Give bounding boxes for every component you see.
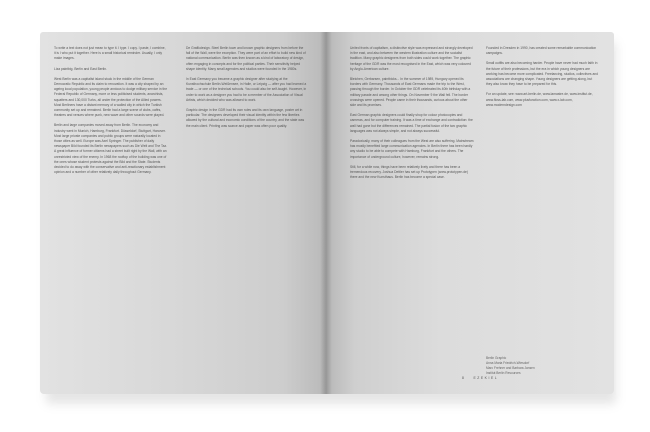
paragraph: Founded in Dresden in 1990, has created some remarkable communication campaigns. xyxy=(486,46,597,56)
paragraph: In East Germany you became a graphic designer after studying at the Kunsthochschule Berlin-Weißensee, in Halle, or Leipzig — after you had learned a trade — or one of the technical schools. You could also be self-taught. However, in order to work as a designer you had to be a member of the Association of Visual Artists, which decided who was allowed to work. xyxy=(186,77,307,102)
right-page-column-2 xyxy=(486,46,598,113)
paragraph: Still, for a while now, things have been relatively lively and there has been a tremendous recovery. Joshua Dettler has set up Prototypen (www.prototypen.de) there and the new Kunsthaus. Berlin has become a special case. xyxy=(350,164,468,180)
paragraph: Liza paintbig. Berlin and East Berlin. xyxy=(54,66,107,71)
paragraph: For an update, see: www.art-berlin.de, www.lamastre.de, www.institut.de, www.floss-lab.com, www.plusfunction.com, www.x-lab.com, www.moderndesign.com xyxy=(486,92,593,107)
credit-line: Anna Maria Friedrich-Wiesdorf xyxy=(486,361,530,365)
paragraph: Paradoxically, many of their colleagues from the West are also suffering. Mainstream has mostly benefited large communication agencies. In Berlin there has been hardly any studio to be able to compete with Hamburg, Frankfurt and the others. The importance of underground culture, however, remains strong. xyxy=(350,139,474,159)
paragraph: West Berlin was a capitalist island stuck in the middle of the German Democratic Republic and its claim to renovation. It was a city shaped by an ageing local population, young people anxious to dodge military service in the Federal Republic of Germany, more or less politicised students, anarchists, squatters and 130,000 Turks, all under the protection of the Allied powers. Most Berliners have a distant memory of a walled city in which the Turkish community set up and remained. Berlin had a large scene of clubs, cafés, theatres and venues where punk, new wave and other sounds were played. xyxy=(54,76,168,118)
left-page-column-1 xyxy=(54,46,168,180)
paragraph: De Grafikdesign. Steel Berlin town and known graphic designers from before the fall of the Wall, were the exception. They were part of an effort to build new kind of national communication. Berlin was then known as a kind of laboratory of design, often engaging in concepts and for the political parties. Their sensitivity helped shape identity. Many small agencies and studios were founded in the 1980s. xyxy=(186,46,306,71)
right-page-column-1 xyxy=(350,46,474,185)
right-page xyxy=(326,32,614,394)
paragraph: East German graphic designers could finally shop for colour photocopies and cameras, and for computer training. It was a time of exchange and contradiction: the wall had gone but the differences remained. The partial fusion of the two graphic languages was not always simple, and not always successful. xyxy=(350,113,473,133)
paragraph: Small outfits are also becoming harder. People have never had much faith in the future of their professions, but the era in which young designers are working has become more complicated. Freelancing, studios, collectives and associations are changing shape. Young designers are getting along, but they also know they have to be prepared for this. xyxy=(486,61,598,87)
paragraph: Berlin and large companies moved away from Berlin. The economy and industry went in Munich, Hamburg, Frankfurt. Düsseldorf, Stuttgart, Hanover. Most large private companies and public groups were naturally located in those cities as well. Europe was Axel Springer. The publisher of daily newspaper Bild founded its Berlin newspapers such as Die Welt and The Taz. A great influence of former citizens had a street built right by the Wall, with an unrestricted view of the enemy. In 1968 the rooftop of the building was one of the ones whose student protests against the Bild and the State. Students decided to do away with the conservative and anti-reactionary establishment opinion and a number of other relatively daily throughout Germany. xyxy=(54,123,168,175)
paragraph: To write a text does not just mean to type it. I type. I copy. I paste, I combine, it is I who put it together. Here is a small historical reminder. Usually, I only make images. xyxy=(54,46,166,61)
running-footer: E Z E K I E L xyxy=(473,376,497,380)
book-spread xyxy=(40,32,614,402)
paragraph: Bleichen, Gerbarsen, paintbicks... In the summer of 1989, Hungary opened its borders with Germany. Thousands of East Germans made the trip to the West, passing through the border. In October the GDR celebrated its 40th birthday with a military parade and among other things. On November 9 the Wall fell. The border crossings were opened. People came in their thousands, curious about the other side and its promises. xyxy=(350,77,471,108)
credit-line: Institut Berlin Resources xyxy=(486,371,521,375)
left-page xyxy=(40,32,326,394)
credit-line: Berlin Graphic xyxy=(486,356,507,360)
book-gutter xyxy=(320,32,332,394)
page-number: 8 xyxy=(462,376,465,380)
paragraph: United fronts of capitalism, a distinctive style was expressed and strongly developed in the east, and also between the western illustration culture and the socialist tradition. Many graphic designers from both sides could work together. The graphic heritage of the GDR was the most recognised in the East, which was very coloured by Anglo-American culture. xyxy=(350,46,473,71)
image-credits xyxy=(486,356,596,376)
left-page-column-2 xyxy=(186,46,308,134)
paragraph: Graphic design in the GDR had its own rules and its own language, poster art in particular. The designers developed their visual identity within the few liberties allowed by the cultural and economic conditions of the country, and the state was the main client. Printing was scarce and paper was often poor quality. xyxy=(186,108,305,128)
page-folio xyxy=(462,376,497,380)
credit-line: Marc Frehner and Barbara Jansen xyxy=(486,366,535,370)
